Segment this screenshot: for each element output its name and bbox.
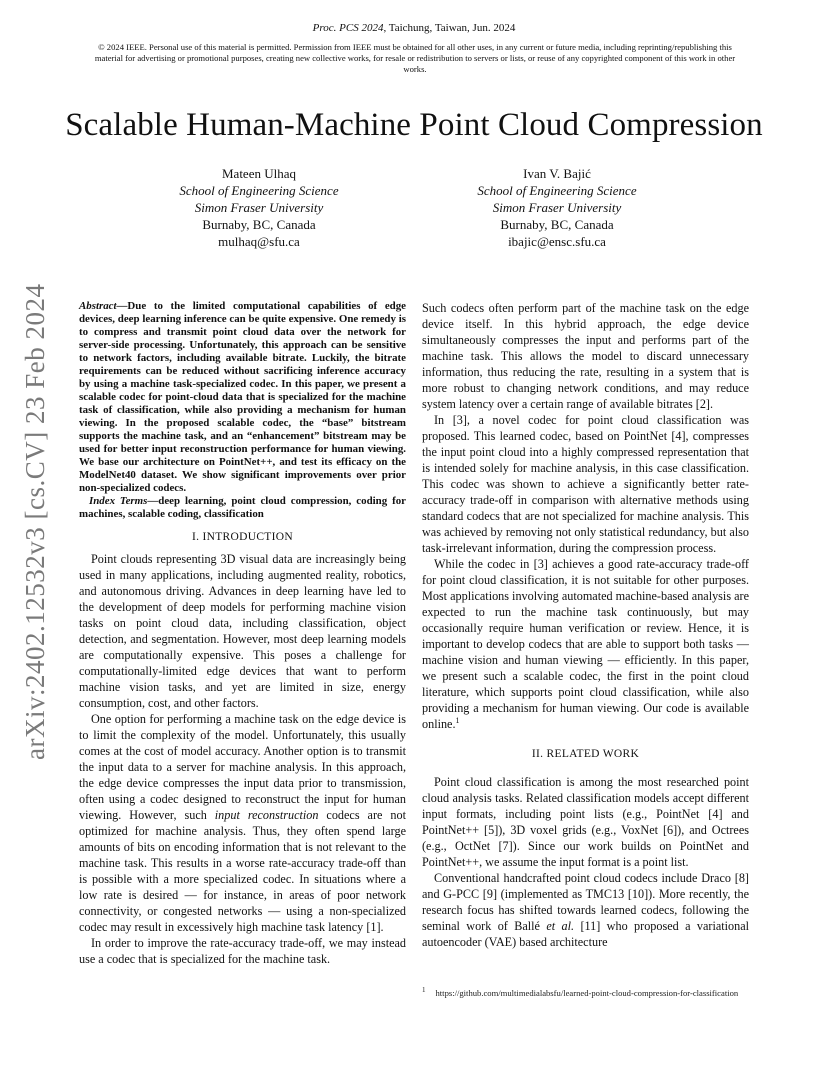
section-heading-introduction: I. INTRODUCTION <box>192 531 293 543</box>
author-location: Burnaby, BC, Canada <box>202 217 316 232</box>
paragraph: Conventional handcrafted point cloud codecs include Draco [8] and G-PCC [9] (implemented as TMC13 [10]). More recently, the research focus has shifted towards learned codecs, following the seminal work of Ballé et al. [11] who proposed a variational autoencoder (VAE) based architecture <box>422 871 750 949</box>
author-name: Mateen Ulhaq <box>221 166 296 181</box>
author-department: School of Engineering Science <box>477 183 637 198</box>
copyright-notice: © 2024 IEEE. Personal use of this material is permitted. Permission from IEEE must be obtained for all other uses, in any current or future media, including reprinting/republishing this material for advertising or promotional purposes, creating new collective works, for resale or redistribution to servers or lists, or reuse of any copyrighted component of this work in other works. <box>94 42 736 74</box>
index-terms-lead: Index Terms <box>89 495 148 507</box>
arxiv-stamp: arXiv:2402.12532v3 [cs.CV] 23 Feb 2024 <box>20 283 50 760</box>
paragraph: Such codecs often perform part of the machine task on the edge device itself. In this hybrid approach, the edge device simultaneously compresses the input and performs part of the machine task. This allows the model to discard unnecessary information, thus reducing the rate, resulting in a system that is more robust to changing network conditions, and may reduce system latency over a certain range of available bitrates [2]. <box>422 301 749 411</box>
footnote-ref: 1 <box>455 715 460 725</box>
footnote <box>422 988 762 999</box>
author-block-1 <box>139 165 379 250</box>
venue-line <box>0 22 828 34</box>
index-terms <box>79 495 406 521</box>
paragraph: Point clouds representing 3D visual data are increasingly being used in many applications, including augmented reality, robotics, and autonomous driving. Advances in deep learning have led to the development of deep models for performing machine vision tasks on point cloud data, including classification, object detection, and segmentation. However, most deep learning models are computationally expensive. This poses a challenge for computationally-limited edge devices that want to perform machine vision tasks, and yet are limited in size, energy consumption, cost, and other factors. <box>79 552 406 710</box>
index-terms-text: —deep learning, point cloud compression, coding for machines, scalable coding, classification <box>79 495 406 520</box>
abstract-lead: Abstract <box>79 300 117 312</box>
right-column <box>422 300 749 950</box>
venue-name: Proc. PCS 2024 <box>312 22 384 34</box>
venue-details: , Taichung, Taiwan, Jun. 2024 <box>383 22 516 34</box>
author-block-2 <box>437 165 677 250</box>
author-email: ibajic@ensc.sfu.ca <box>508 234 606 249</box>
author-location: Burnaby, BC, Canada <box>500 217 614 232</box>
abstract <box>79 300 406 495</box>
author-department: School of Engineering Science <box>179 183 339 198</box>
paper-title: Scalable Human-Machine Point Cloud Compression <box>65 107 763 143</box>
author-email: mulhaq@sfu.ca <box>218 234 300 249</box>
author-name: Ivan V. Bajić <box>523 166 591 181</box>
footnote-mark: 1 <box>422 986 426 995</box>
author-university: Simon Fraser University <box>194 200 324 215</box>
footnote-link[interactable]: https://github.com/multimedialabsfu/learned-point-cloud-compression-for-classification <box>435 988 739 998</box>
abstract-text: —Due to the limited computational capabilities of edge devices, deep learning inference can be quite expensive. One remedy is to compress and transmit point cloud data over the network for server-side processing. Unfortunately, this approach can be sensitive to network factors, including available bitrate. Luckily, the bitrate requirements can be reduced without sacrificing inference accuracy by using a machine task-specialized codec. In this paper, we present a scalable codec for point-cloud data that is specialized for the machine task of classification, while also providing a mechanism for human viewing. In the proposed scalable codec, the “base” bitstream supports the machine task, and an “enhancement” bitstream may be used for better input reconstruction performance for human viewing. We base our architecture on PointNet++, and test its efficacy on the ModelNet40 dataset. We show significant improvements over prior non-specialized codecs. <box>79 300 406 494</box>
paragraph: In [3], a novel codec for point cloud classification was proposed. This learned codec, based on PointNet [4], compresses the input point cloud into a highly compressed representation that is intended solely for machine analysis, in this case classification. This codec was shown to achieve a significantly better rate-accuracy trade-off in comparison with alternative methods using standard codecs that are not specialized for machine analysis. This was achieved by removing not only statistical redundancy, but also task-irrelevant information, during the compression process. <box>422 413 749 555</box>
author-university: Simon Fraser University <box>492 200 622 215</box>
paragraph: One option for performing a machine task on the edge device is to limit the complexity of the model. Unfortunately, this usually comes at the cost of model accuracy. Another option is to transmit the input data to a server for machine analysis. In this approach, the edge device compresses the input data prior to transmission, often using a codec designed to reconstruct the input for human viewing. However, such input reconstruction codecs are not optimized for machine analysis. Thus, they often spend large amounts of bits on encoding information that is not relevant to the machine task. This results in a worse rate-accuracy trade-off than is possible with a more specialized codec. In situations where a low rate is desired — for instance, in areas of poor network connectivity, or congested networks — using a non-specialized codec may result in excessively high machine task latency [1]. <box>79 712 406 934</box>
paragraph: While the codec in [3] achieves a good rate-accuracy trade-off for point cloud classification, it is not suitable for other purposes. Most applications involving automated machine-based analysis are expected to run the machine task continuously, but may occasionally require human verification or review. Hence, it is important to develop codecs that are able to support both tasks — machine vision and human viewing — efficiently. In this paper, we present such a scalable codec, the first in the point cloud literature, which supports point cloud classification, while also providing a mechanism for human viewing. Our code is available online.$^1$ <box>422 557 749 731</box>
left-column <box>79 300 406 967</box>
section-heading-related-work: II. RELATED WORK <box>531 748 640 760</box>
paragraph: Point cloud classification is among the most researched point cloud analysis tasks. Related classification models accept different input formats, including point lists (e.g., PointNet [4] and PointNet++ [5]), 3D voxel grids (e.g., VoxNet [6]), and Octrees (e.g., OctNet [7]). Since our work builds on PointNet and PointNet++, we assume the input format is a point list. <box>422 775 749 869</box>
paragraph: In order to improve the rate-accuracy trade-off, we may instead use a codec that is specialized for the machine task. <box>79 936 406 966</box>
